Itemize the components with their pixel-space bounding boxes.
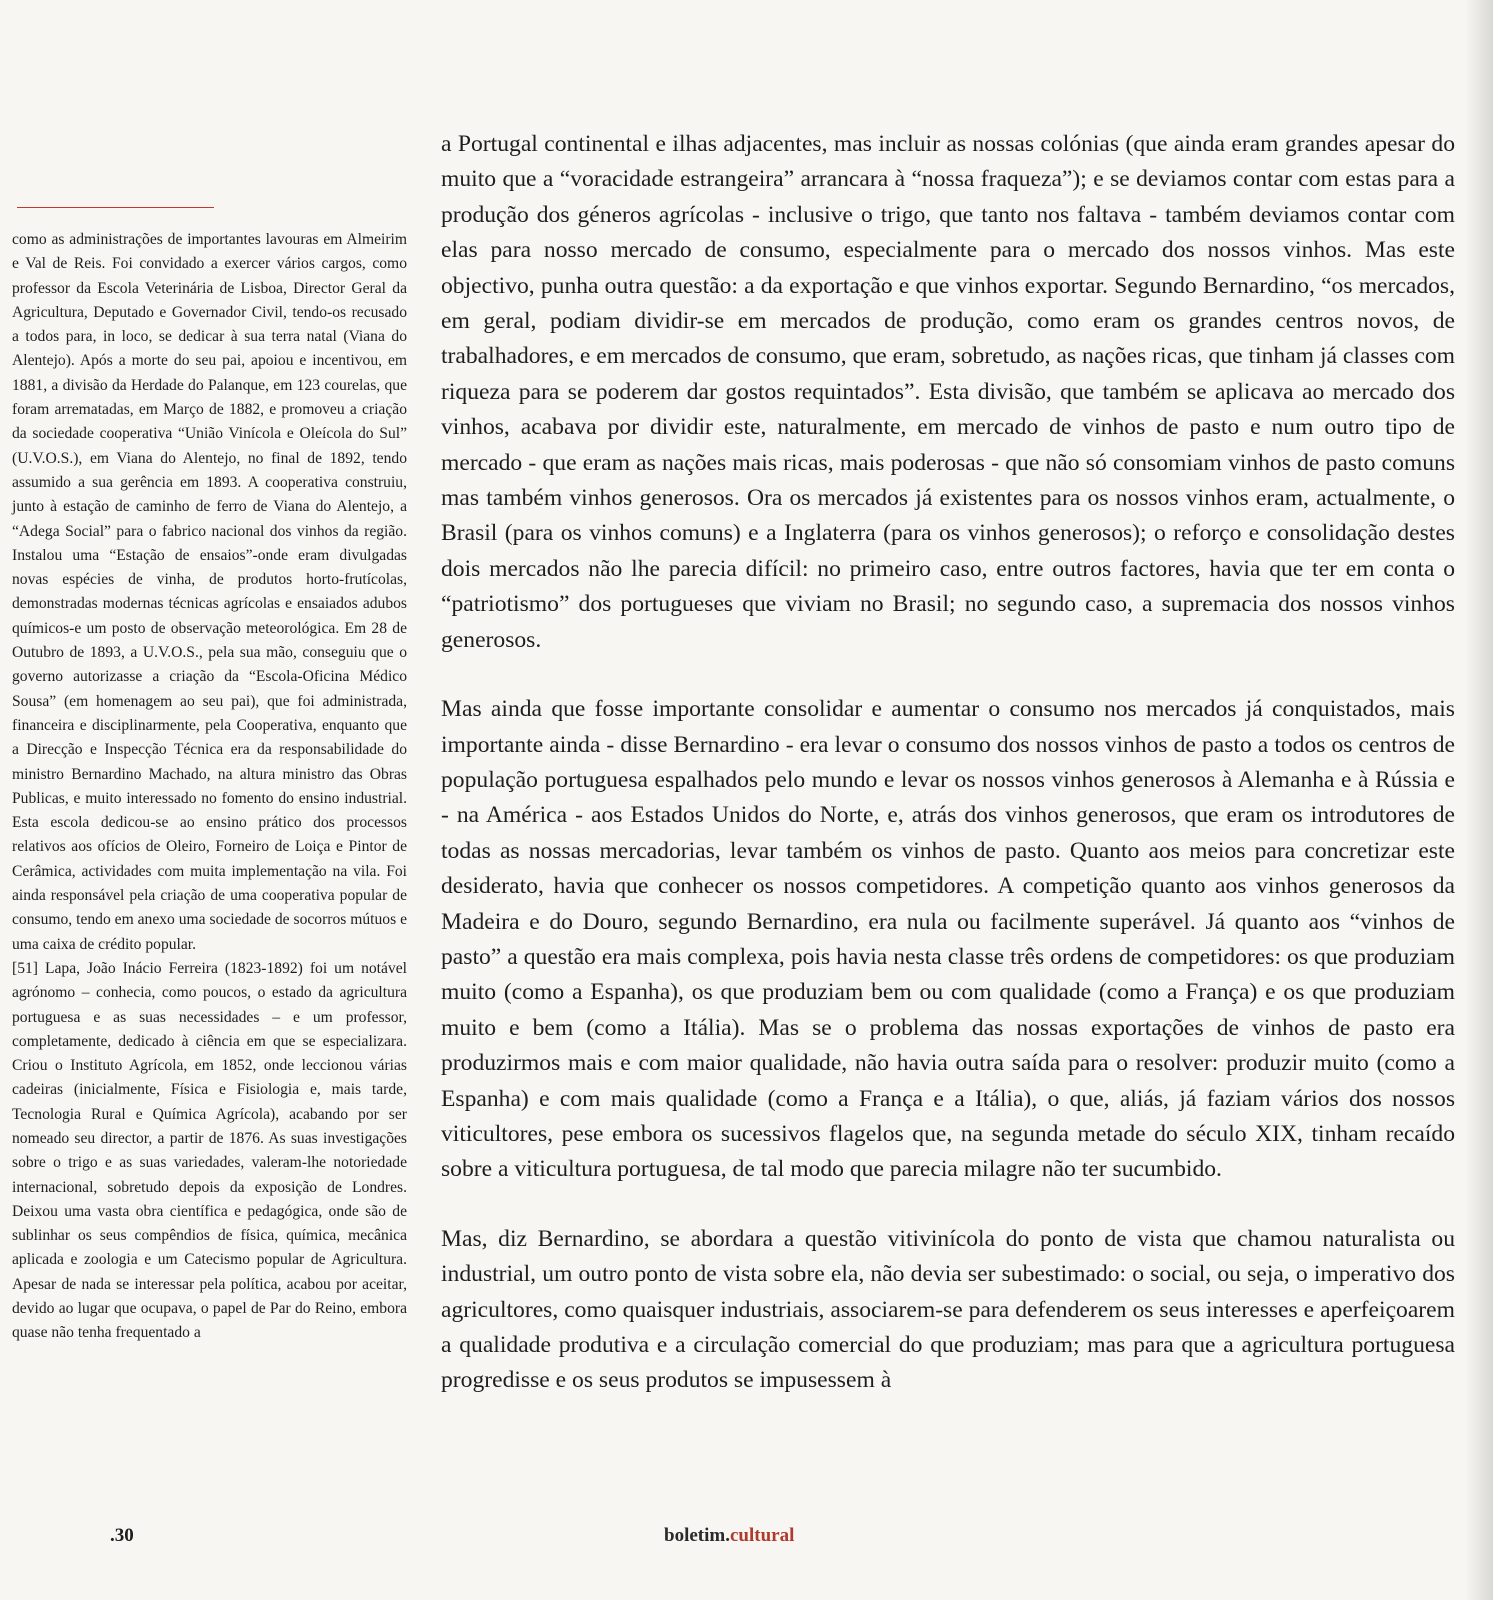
footnote-divider [17, 207, 214, 208]
footnote-51: [51] Lapa, João Inácio Ferreira (1823-1892) foi um notável agrónomo – conhecia, como poucos, o estado da agricultura portuguesa e as suas necessidades – e um professor, completamente, dedicado à ciência em que se especializara. Criou o Instituto Agrícola, em 1852, onde leccionou várias cadeiras (inicialmente, Física e Fisiologia e, mais tarde, Tecnologia Rural e Química Agrícola), acabando por ser nomeado seu director, a partir de 1876. As suas investigações sobre o trigo e as suas variedades, valeram-lhe notoriedade internacional, sobretudo depois da exposição de Londres. Deixou uma vasta obra científica e pedagógica, onde são de sublinhar os seus compêndios de física, química, mecânica aplicada e zoologia e um Catecismo popular de Agricultura. Apesar de nada se interessar pela política, acabou por aceitar, devido ao lugar que ocupava, o papel de Par do Reino, embora quase não tenha frequentado a [12, 959, 407, 1342]
page-number: .30 [110, 1525, 134, 1546]
footnotes-column [12, 228, 407, 1346]
body-paragraph-3: Mas, diz Bernardino, se abordara a questão vitivinícola do ponto de vista que chamou naturalista ou industrial, um outro ponto de vista sobre ela, não devia ser subestimado: o social, ou seja, o imperativo dos agricultores, como quaisquer industriais, associarem-se para defenderem os seus interesses e aperfeiçoarem a qualidade produtiva e a circulação comercial do que produziam; mas para que a agricultura portuguesa progredisse e os seus produtos se impusessem à [441, 1225, 1455, 1394]
footnote-paragraph: como as administrações de importantes lavouras em Almeirim e Val de Reis. Foi convidado a exercer vários cargos, como professor da Escola Veterinária de Lisboa, Director Geral da Agricultura, Deputado e Governador Civil, tendo-os recusado a todos para, in loco, se dedicar à sua terra natal (Viana do Alentejo). Após a morte do seu pai, apoiou e incentivou, em 1881, a divisão da Herdade do Palanque, em 123 courelas, que foram arrematadas, em Março de 1882, e promoveu a criação da sociedade cooperativa “União Vinícola e Oleícola do Sul” (U.V.O.S.), em Viana do Alentejo, no final de 1892, tendo assumido a sua gerência em 1893. A cooperativa construiu, junto à estação de caminho de ferro de Viana do Alentejo, a “Adega Social” para o fabrico nacional dos vinhos da região. Instalou uma “Estação de ensaios”-onde eram divulgadas novas espécies de vinha, de produtos horto-frutícolas, demonstradas modernas técnicas agrícolas e ensaiados adubos químicos-e um posto de observação meteorológica. Em 28 de Outubro de 1893, a U.V.O.S., pela sua mão, conseguiu que o governo autorizasse a criação da “Escola-Oficina Médico Sousa” (em homenagem ao seu pai), que foi administrada, financeira e disciplinarmente, pela Cooperativa, enquanto que a Direcção e Inspecção Técnica era da responsabilidade do ministro Bernardino Machado, na altura ministro das Obras Publicas, e muito interessado no fomento do ensino industrial. Esta escola dedicou-se ao ensino prático dos processos relativos aos ofícios de Oleiro, Forneiro de Loiça e Pintor de Cerâmica, actividades com muita implementação na vila. Foi ainda responsável pela criação de uma cooperativa popular de consumo, tendo em anexo uma sociedade de socorros mútuos e uma caixa de crédito popular. [12, 231, 407, 953]
brand-right: cultural [729, 1525, 795, 1546]
page-edge-shadow [1465, 0, 1493, 1600]
body-paragraph-2: Mas ainda que fosse importante consolidar e aumentar o consumo nos mercados já conquistados, mais importante ainda - disse Bernardino - era levar o consumo dos nossos vinhos de pasto a todos os centros de população portuguesa espalhados pelo mundo e levar os nossos vinhos generosos à Alemanha e à Rússia e - na América - aos Estados Unidos do Norte, e, atrás dos vinhos generosos, que eram os introdutores de todas as nossas mercadorias, levar também os vinhos de pasto. Quanto aos meios para concretizar este desiderato, havia que conhecer os nossos competidores. A competição quanto aos vinhos generosos da Madeira e do Douro, segundo Bernardino, era nula ou facilmente superável. Já quanto aos “vinhos de pasto” a questão era mais complexa, pois havia nesta classe três ordens de competidores: os que produziam muito (como a Espanha), os que produziam bem ou com qualidade (como a França) e os que produziam muito e bem (como a Itália). Mas se o problema das nossas exportações de vinhos de pasto era produzirmos mais e com maior qualidade, não havia outra saída para o resolver: produzir muito (como a Espanha) e com mais qualidade (como a França e a Itália), o que, aliás, já faziam vários dos nossos viticultores, pese embora os sucessivos flagelos que, na segunda metade do século XIX, tinham recaído sobre a viticultura portuguesa, de tal modo que parecia milagre não ter sucumbido. [441, 696, 1455, 1183]
body-paragraph-1: a Portugal continental e ilhas adjacentes, mas incluir as nossas colónias (que ainda eram grandes apesar do muito que a “voracidade estrangeira” arrancara à “nossa fraqueza”); e se deviamos contar com estas para a produção dos géneros agrícolas - inclusive o trigo, que tanto nos faltava - também deviamos contar com elas para nosso mercado de consumo, especialmente para o mercado dos nossos vinhos. Mas este objectivo, punha outra questão: a da exportação e que vinhos exportar. Segundo Bernardino, “os mercados, em geral, podiam dividir-se em mercados de produção, como eram os grandes centros novos, de trabalhadores, e em mercados de consumo, que eram, sobretudo, as nações ricas, que tinham já classes com riqueza para se poderem dar gostos requintados”. Esta divisão, que também se aplicava ao mercado dos vinhos, acabava por dividir este, naturalmente, em mercado de vinhos de pasto e num outro tipo de mercado - que eram as nações mais ricas, mais poderosas - que não só consomiam vinhos de pasto comuns mas também vinhos generosos. Ora os mercados já existentes para os nossos vinhos eram, actualmente, o Brasil (para os vinhos comuns) e a Inglaterra (para os vinhos generosos); o reforço e consolidação destes dois mercados não lhe parecia difícil: no primeiro caso, entre outros factores, havia que ter em conta o “patriotismo” dos portugueses que viviam no Brasil; no segundo caso, a supremacia dos nossos vinhos generosos. [441, 131, 1455, 653]
footer-brand [664, 1525, 794, 1547]
body-text-column [441, 127, 1455, 1399]
brand-left: boletim. [664, 1525, 730, 1546]
